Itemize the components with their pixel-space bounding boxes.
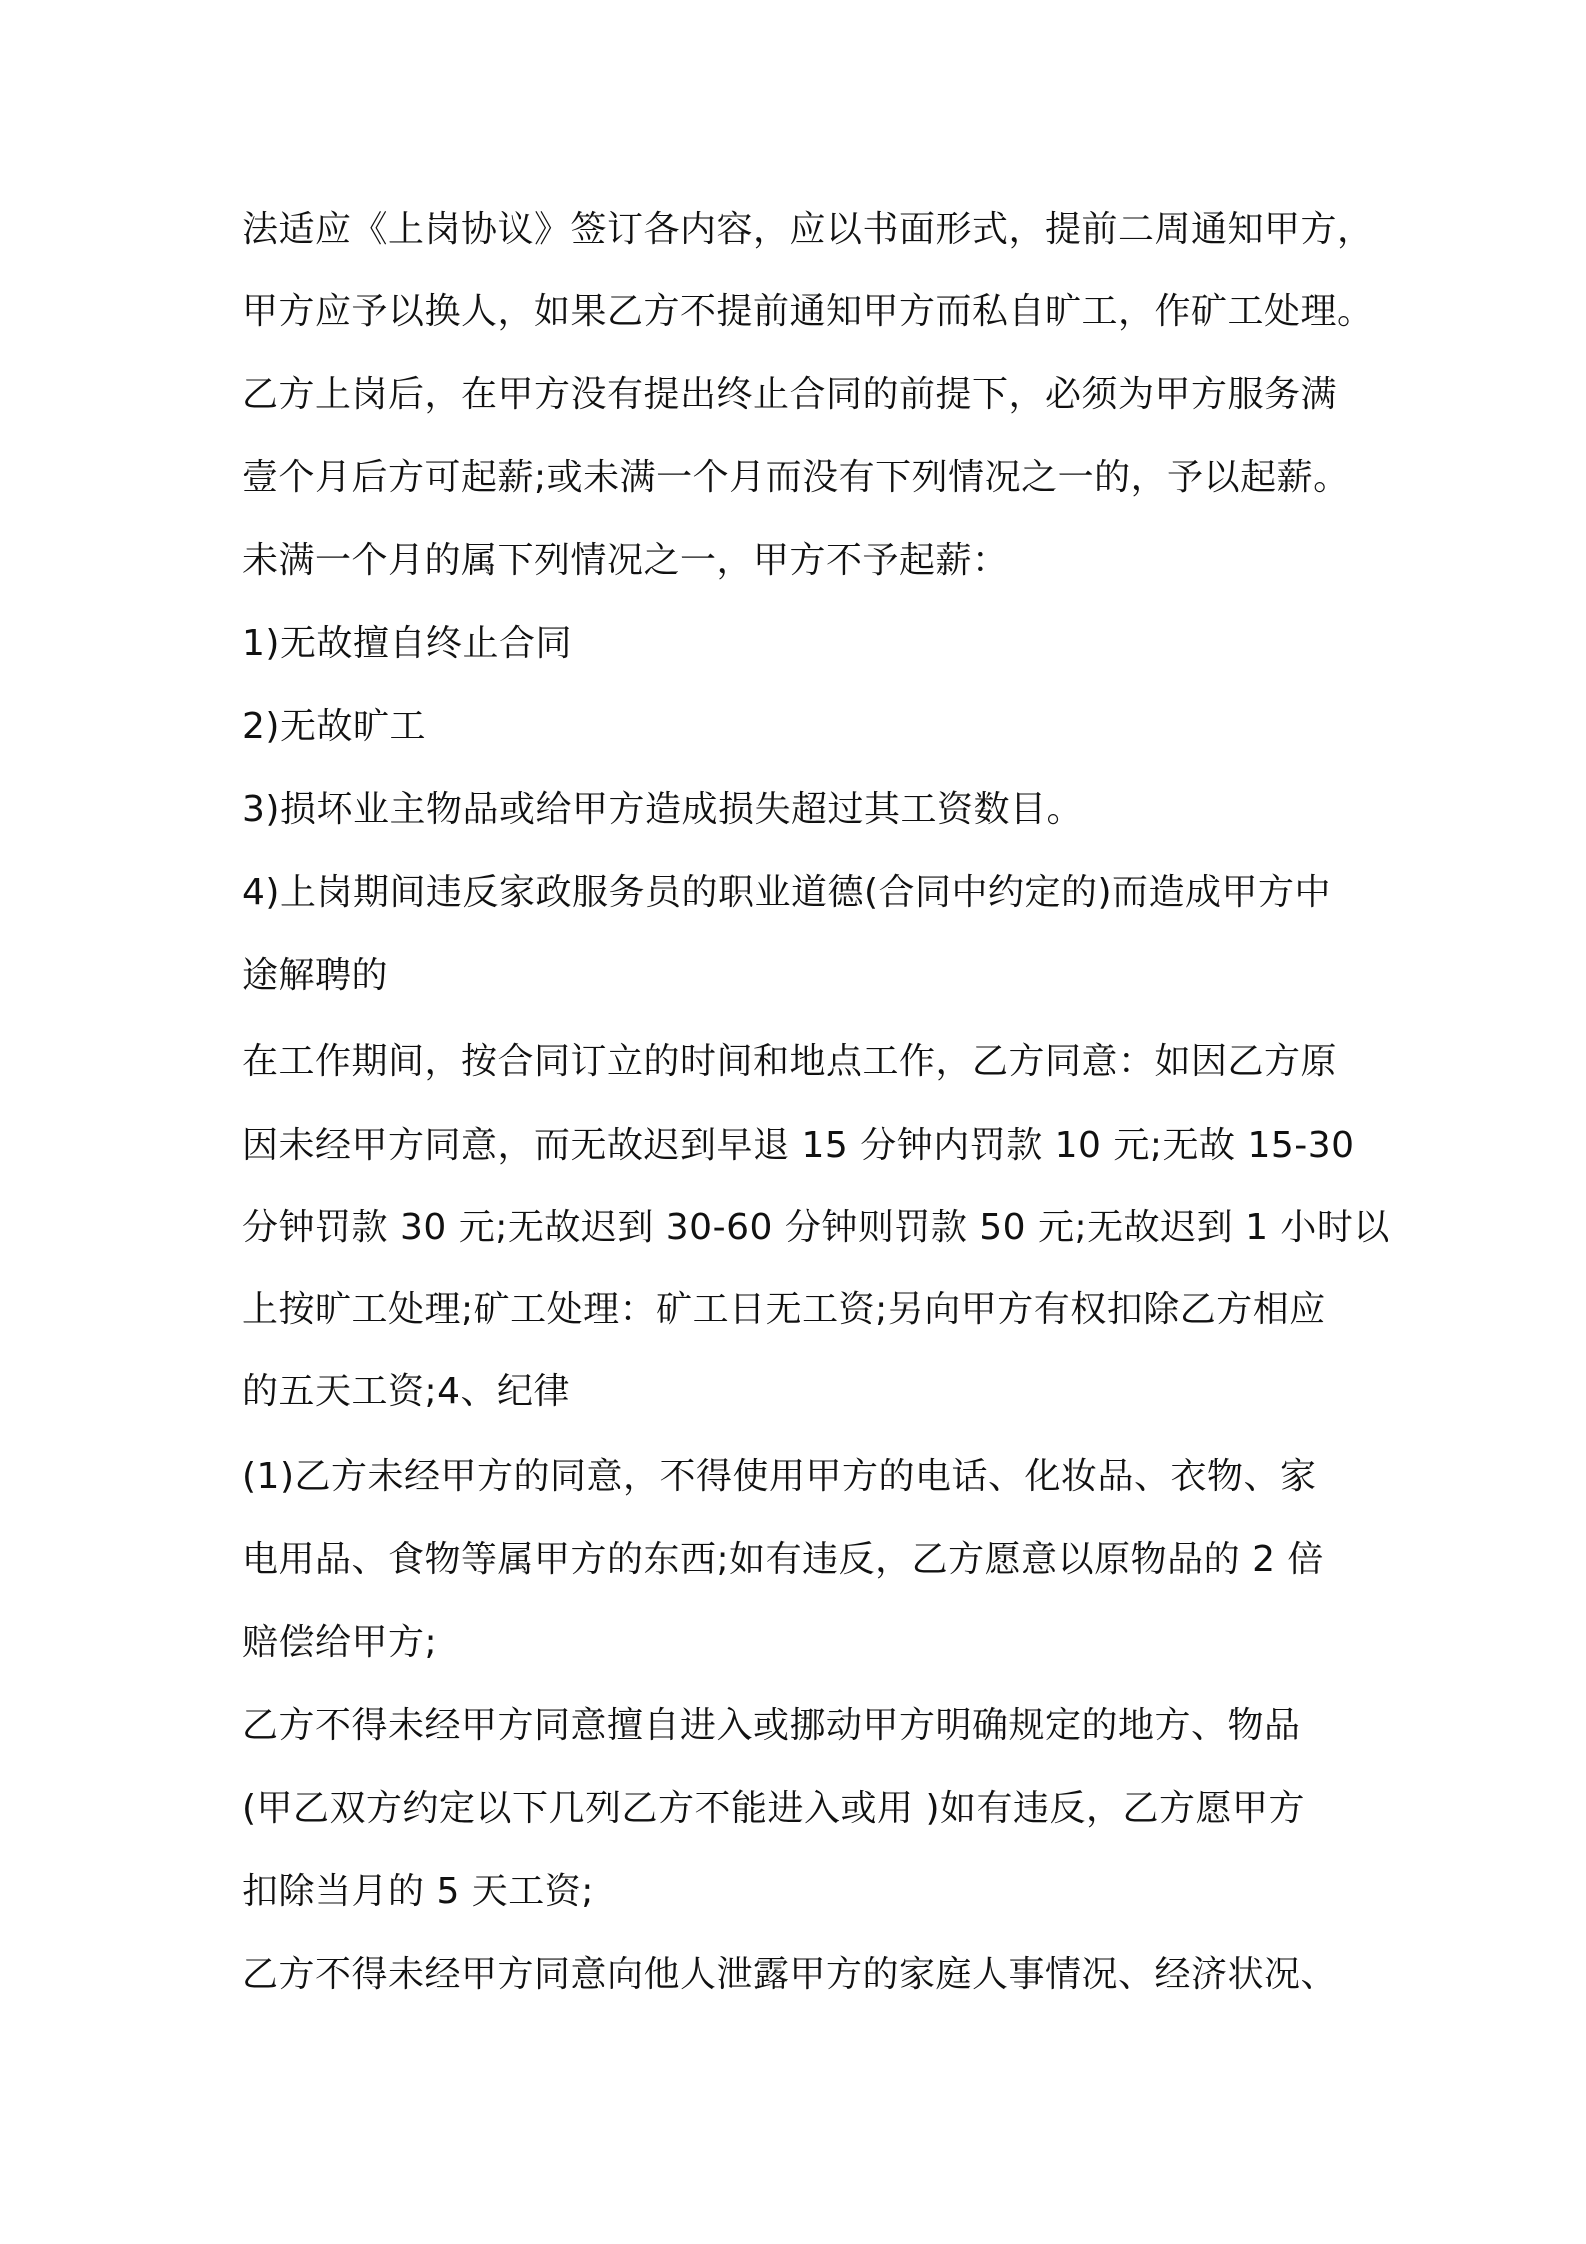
text-line-1: 法适应《上岗协议》签订各内容，应以书面形式，提前二周通知甲方， — [242, 209, 1374, 250]
text-line-22: 乙方不得未经甲方同意向他人泄露甲方的家庭人事情况、经济状况、 — [242, 1954, 1338, 1995]
text-line-4: 壹个月后方可起薪;或未满一个月而没有下列情况之一的，予以起薪。 — [242, 457, 1350, 498]
text-line-18: 赔偿给甲方; — [242, 1622, 438, 1663]
list-item-4-continued: 途解聘的 — [242, 955, 389, 996]
text-line-17: 电用品、食物等属甲方的东西;如有违反，乙方愿意以原物品的 2 倍 — [242, 1539, 1324, 1580]
text-line-3: 乙方上岗后，在甲方没有提出终止合同的前提下，必须为甲方服务满 — [242, 374, 1338, 415]
text-line-15: 的五天工资;4、纪律 — [242, 1371, 571, 1412]
text-line-11: 在工作期间，按合同订立的时间和地点工作，乙方同意：如因乙方原 — [242, 1041, 1338, 1082]
text-line-5: 未满一个月的属下列情况之一，甲方不予起薪： — [242, 540, 1009, 581]
text-line-13: 分钟罚款 30 元;无故迟到 30-60 分钟则罚款 50 元;无故迟到 1 小时以 — [242, 1207, 1390, 1248]
text-line-20: (甲乙双方约定以下几列乙方不能进入或用 )如有违反，乙方愿甲方 — [242, 1788, 1306, 1829]
text-line-2: 甲方应予以换人，如果乙方不提前通知甲方而私自旷工，作矿工处理。 — [242, 291, 1374, 332]
text-line-19: 乙方不得未经甲方同意擅自进入或挪动甲方明确规定的地方、物品 — [242, 1705, 1301, 1746]
text-line-16: (1)乙方未经甲方的同意，不得使用甲方的电话、化妆品、衣物、家 — [242, 1456, 1317, 1497]
list-item-2: 2)无故旷工 — [242, 706, 426, 747]
list-item-4: 4)上岗期间违反家政服务员的职业道德(合同中约定的)而造成甲方中 — [242, 872, 1332, 913]
list-item-3: 3)损坏业主物品或给甲方造成损失超过其工资数目。 — [242, 789, 1083, 830]
list-item-1: 1)无故擅自终止合同 — [242, 623, 572, 664]
text-line-12: 因未经甲方同意，而无故迟到早退 15 分钟内罚款 10 元;无故 15-30 — [242, 1125, 1355, 1166]
text-line-21: 扣除当月的 5 天工资; — [242, 1871, 594, 1912]
text-line-14: 上按旷工处理;矿工处理：矿工日无工资;另向甲方有权扣除乙方相应 — [242, 1289, 1326, 1330]
